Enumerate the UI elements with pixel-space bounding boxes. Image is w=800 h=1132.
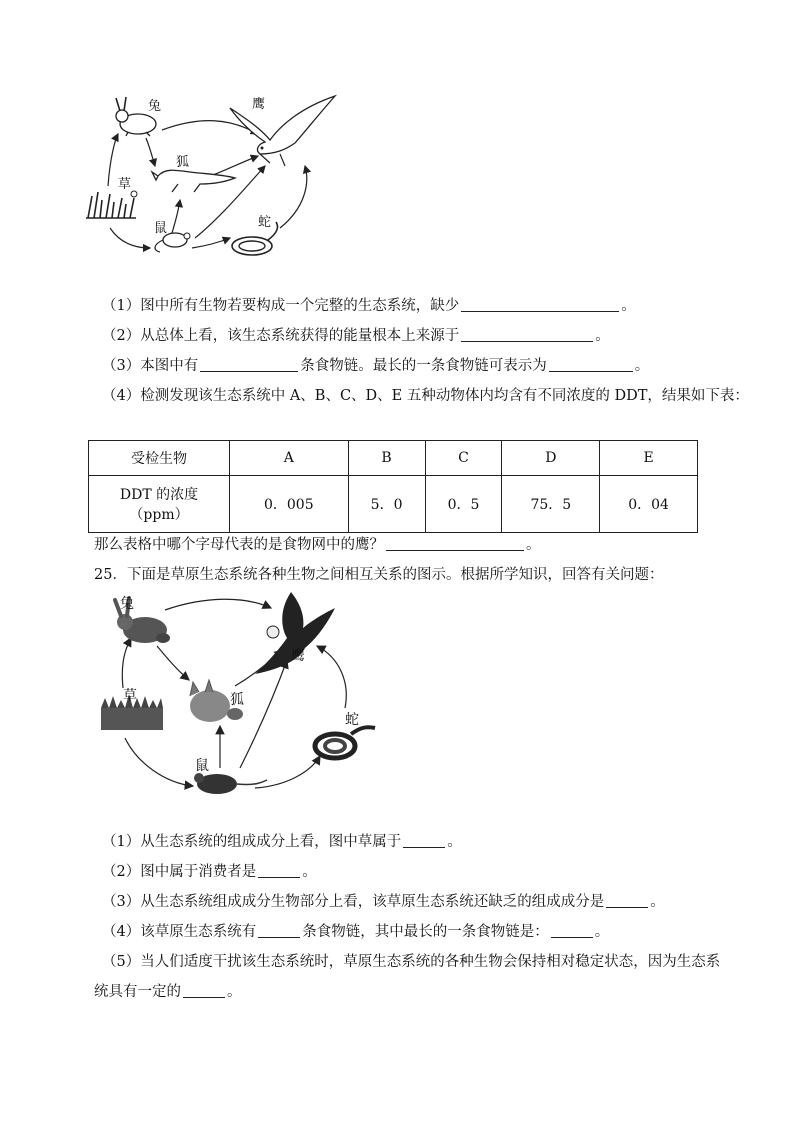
q25-item-4-text-b: 条食物链，其中最长的一条食物链是： xyxy=(302,924,549,940)
eagle-illustration xyxy=(230,96,335,166)
arrow-rabbit-fox xyxy=(146,138,155,166)
q25-intro xyxy=(94,565,663,585)
answer-blank[interactable] xyxy=(606,893,648,908)
arrow-grass-rabbit xyxy=(108,134,118,186)
q25-item-5-line-2 xyxy=(94,982,242,1002)
diagram1-label-mouse: 鼠 xyxy=(154,221,168,236)
table-col-header: D xyxy=(502,441,600,476)
grass-illustration xyxy=(86,191,137,218)
q24-item-3-end: 。 xyxy=(634,358,650,374)
q24-item-1-end: 。 xyxy=(621,298,636,314)
answer-blank[interactable] xyxy=(200,357,298,372)
q24-item-2 xyxy=(102,326,610,346)
q25-item-5-end: 。 xyxy=(227,984,242,1000)
diagram2-label-mouse: 鼠 xyxy=(195,758,209,774)
answer-blank[interactable] xyxy=(461,297,619,312)
q25-item-1 xyxy=(102,832,462,852)
table-cell: 0．005 xyxy=(230,476,349,533)
arrow-rabbit-fox xyxy=(157,646,189,680)
q24-item-2-end: 。 xyxy=(595,328,610,344)
q24-item-1 xyxy=(102,296,636,316)
arrow-mouse-fox xyxy=(172,200,180,233)
answer-blank[interactable] xyxy=(551,923,593,938)
q24-item-4 xyxy=(102,386,749,406)
answer-blank[interactable] xyxy=(403,833,445,848)
table-cell: 0．04 xyxy=(600,476,698,533)
q24-item-3 xyxy=(102,356,649,376)
q24-item-2-text: （2）从总体上看，该生态系统获得的能量根本上来源于 xyxy=(102,328,460,344)
q25-item-1-text: （1）从生态系统的组成成分上看，图中草属于 xyxy=(102,834,402,850)
diagram2-label-eagle: 鹰 xyxy=(291,648,305,664)
diagram2-label-rabbit: 兔 xyxy=(120,596,134,612)
q25-item-2-text: （2）图中属于消费者是 xyxy=(102,864,257,880)
q24-item-4-text: （4）检测发现该生态系统中 A、B、C、D、E 五种动物体内均含有不同浓度的 DDT，结果如下表： xyxy=(102,388,749,404)
answer-blank[interactable] xyxy=(386,536,524,551)
ddt-table xyxy=(88,440,698,533)
q25-item-2-end: 。 xyxy=(302,864,317,880)
food-web-diagram-2 xyxy=(95,588,395,808)
q25-item-4-text-a: （4）该草原生态系统有 xyxy=(102,924,257,940)
q25-item-3-text: （3）从生态系统组成成分生物部分上看，该草原生态系统还缺乏的组成成分是 xyxy=(102,894,605,910)
diagram1-label-eagle: 鹰 xyxy=(252,97,266,112)
diagram2-label-grass: 草 xyxy=(123,688,137,704)
mouse-illustration xyxy=(194,773,267,794)
q25-item-5-text-b: 统具有一定的 xyxy=(94,984,181,1000)
table-header-label: 受检生物 xyxy=(89,441,230,476)
q25-item-5-text: （5）当人们适度干扰该生态系统时，草原生态系统的各种生物会保持相对稳定状态，因为生态系 xyxy=(102,954,721,970)
q25-intro-text: 25．下面是草原生态系统各种生物之间相互关系的图示。根据所学知识，回答有关问题： xyxy=(94,567,664,583)
arrow-grass-mouse xyxy=(110,228,150,248)
diagram1-label-snake: 蛇 xyxy=(258,215,272,230)
q25-item-4 xyxy=(102,922,609,942)
table-row-label xyxy=(89,476,230,533)
diagram1-label-grass: 草 xyxy=(118,177,132,192)
arrow-mouse-eagle xyxy=(240,660,287,768)
table-cell: 75．5 xyxy=(502,476,600,533)
q25-item-3 xyxy=(102,892,665,912)
diagram1-label-fox: 狐 xyxy=(176,155,190,170)
answer-blank[interactable] xyxy=(258,923,300,938)
snake-illustration xyxy=(315,727,375,758)
table-cell: 0．5 xyxy=(425,476,502,533)
q25-item-4-end: 。 xyxy=(594,924,610,940)
table-col-header: A xyxy=(230,441,349,476)
q24-item-5 xyxy=(94,535,541,555)
food-web-diagram-1 xyxy=(80,88,380,278)
q24-item-3-text-b: 条食物链。最长的一条食物链可表示为 xyxy=(300,358,547,374)
table-col-header: E xyxy=(600,441,698,476)
q25-item-2 xyxy=(102,862,317,882)
table-cell: 5．0 xyxy=(348,476,425,533)
answer-blank[interactable] xyxy=(549,357,633,372)
q24-item-5-end: 。 xyxy=(526,537,541,553)
q24-item-1-text: （1）图中所有生物若要构成一个完整的生态系统，缺少 xyxy=(102,298,460,314)
answer-blank[interactable] xyxy=(183,983,225,998)
arrow-rabbit-eagle xyxy=(165,599,271,610)
q25-item-5-line-1 xyxy=(102,952,720,972)
arrow-grass-rabbit xyxy=(122,638,131,688)
q24-item-5-text: 那么表格中哪个字母代表的是食物网中的鹰？ xyxy=(94,537,384,553)
q25-item-1-end: 。 xyxy=(447,834,462,850)
answer-blank[interactable] xyxy=(461,327,593,342)
fox-illustration xyxy=(152,170,235,192)
table-row xyxy=(89,441,698,476)
table-col-header: C xyxy=(425,441,502,476)
answer-blank[interactable] xyxy=(258,863,300,878)
row-label-line-2: （ppm） xyxy=(129,507,189,523)
arrow-mouse-snake xyxy=(192,238,230,248)
arrow-snake-eagle xyxy=(317,646,346,708)
diagram2-label-fox: 狐 xyxy=(230,692,244,708)
arrow-grass-mouse xyxy=(125,738,193,786)
diagram1-label-rabbit: 兔 xyxy=(148,99,162,114)
table-row xyxy=(89,476,698,533)
row-label-line-1: DDT 的浓度 xyxy=(119,487,199,503)
diagram2-label-snake: 蛇 xyxy=(345,712,359,728)
q24-item-3-text-a: （3）本图中有 xyxy=(102,358,199,374)
arrow-mouse-snake xyxy=(255,756,320,788)
q25-item-3-end: 。 xyxy=(650,894,665,910)
arrow-snake-eagle xyxy=(280,166,307,228)
table-col-header: B xyxy=(348,441,425,476)
